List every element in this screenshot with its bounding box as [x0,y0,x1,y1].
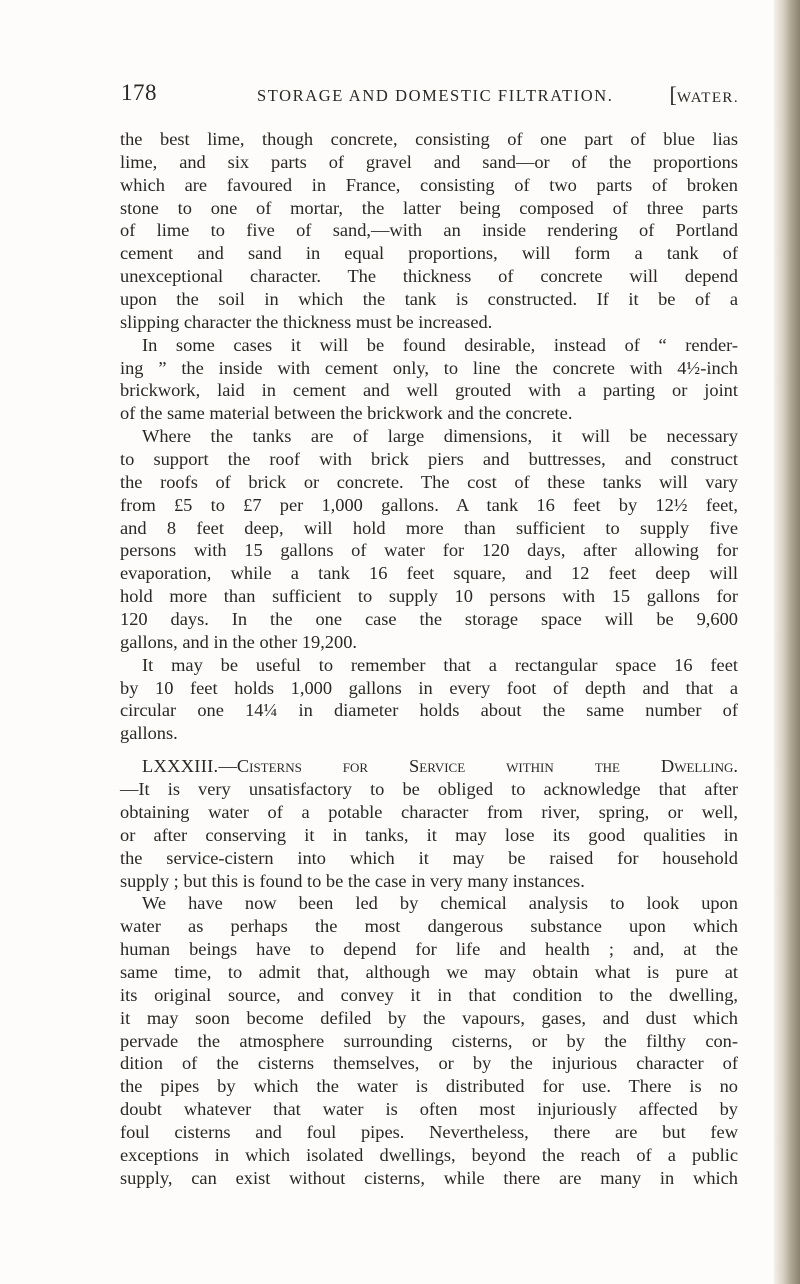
text-line: 120 days. In the one case the storage space will be 9,600 [120,609,738,630]
section-number: LXXXIII. [142,756,219,777]
text-line: We have now been led by chemical analysis to look upon [142,893,738,914]
text-line: supply, can exist without cisterns, while there are many in which [120,1167,738,1188]
text-line: of the same material between the brickwork and the concrete. [120,403,573,424]
text-line: doubt whatever that water is often most injuriously affected by [120,1099,738,1120]
text-line: upon the soil in which the tank is constructed. If it be of a [120,289,738,310]
text-line: gallons, and in the other 19,200. [120,631,357,652]
text-line: In some cases it will be found desirable, instead of “ render- [142,334,738,355]
text-line: water as perhaps the most dangerous substance upon which [120,916,738,937]
text-line: obtaining water of a potable character from river, spring, or well, [120,801,738,822]
text-line: pervade the atmosphere surrounding cisterns, or by the filthy con- [120,1030,738,1051]
text-line: by 10 feet holds 1,000 gallons in every foot of depth and that a [120,677,738,698]
text-line: —It is very unsatisfactory to be obliged to acknowledge that after [120,779,738,800]
text-line: evaporation, while a tank 16 feet square, and 12 feet deep will [120,563,738,584]
section-heading [120,755,738,778]
section-tag [670,82,739,108]
text-line: unexceptional character. The thickness of concrete will depend [120,266,738,287]
text-line: and 8 feet deep, will hold more than sufficient to supply five [120,517,738,538]
text-line: dition of the cisterns themselves, or by the injurious character of [120,1053,738,1074]
page-number: 178 [121,80,157,105]
text-line: Where the tanks are of large dimensions, it will be necessary [142,426,738,447]
section-bracket: [ [669,82,677,107]
page-edge-shadow [774,0,800,1284]
text-line: hold more than sufficient to supply 10 persons with 15 gallons for [120,586,738,607]
text-line: circular one 14¼ in diameter holds about the same number of [120,700,738,721]
text-line: from £5 to £7 per 1,000 gallons. A tank 16 feet by 12½ feet, [120,494,738,515]
section-spacer [120,745,738,755]
text-line: exceptions in which isolated dwellings, beyond the reach of a public [120,1144,738,1165]
text-line: the service-cistern into which it may be raised for household [120,847,738,868]
text-line: lime, and six parts of gravel and sand—or of the proportions [120,151,738,172]
text-line: slipping character the thickness must be increased. [120,311,493,332]
text-line: cement and sand in equal proportions, will form a tank of [120,243,738,264]
text-line: the roofs of brick or concrete. The cost of these tanks will vary [120,471,738,492]
text-line: same time, to admit that, although we may obtain what is pure at [120,961,738,982]
text-line: It may be useful to remember that a rectangular space 16 feet [142,654,738,675]
text-line: human beings have to depend for life and health ; and, at the [120,939,738,960]
text-line: brickwork, laid in cement and well grouted with a parting or joint [120,380,738,401]
text-line: the best lime, though concrete, consisting of one part of blue lias [120,129,738,149]
text-line: stone to one of mortar, the latter being composed of three parts [120,197,738,218]
text-line: persons with 15 gallons of water for 120 days, after allowing for [120,540,738,561]
text-line: gallons. [120,723,178,744]
text-line: ing ” the inside with cement only, to line the concrete with 4½-inch [120,357,738,378]
body-text [120,128,738,1190]
text-line: the pipes by which the water is distributed for use. There is no [120,1076,738,1097]
text-line: its original source, and convey it in that condition to the dwelling, [120,984,738,1005]
text-line: foul cisterns and foul pipes. Nevertheless, there are but few [120,1121,738,1142]
text-line: it may soon become defiled by the vapours, gases, and dust which [120,1007,738,1028]
text-line: which are favoured in France, consisting of two parts of broken [120,174,738,195]
text-line: supply ; but this is found to be the case in very many instances. [120,870,585,891]
text-line: of lime to five of sand,—with an inside rendering of Portland [120,220,738,241]
text-line: to support the roof with brick piers and buttresses, and construct [120,449,738,470]
section-title: —Cisterns for Service within the Dwelling. [218,756,738,777]
running-header [121,80,739,116]
text-line: or after conserving it in tanks, it may lose its good qualities in [120,824,738,845]
running-title: STORAGE AND DOMESTIC FILTRATION. [257,86,614,105]
section-name: WATER. [676,90,739,106]
